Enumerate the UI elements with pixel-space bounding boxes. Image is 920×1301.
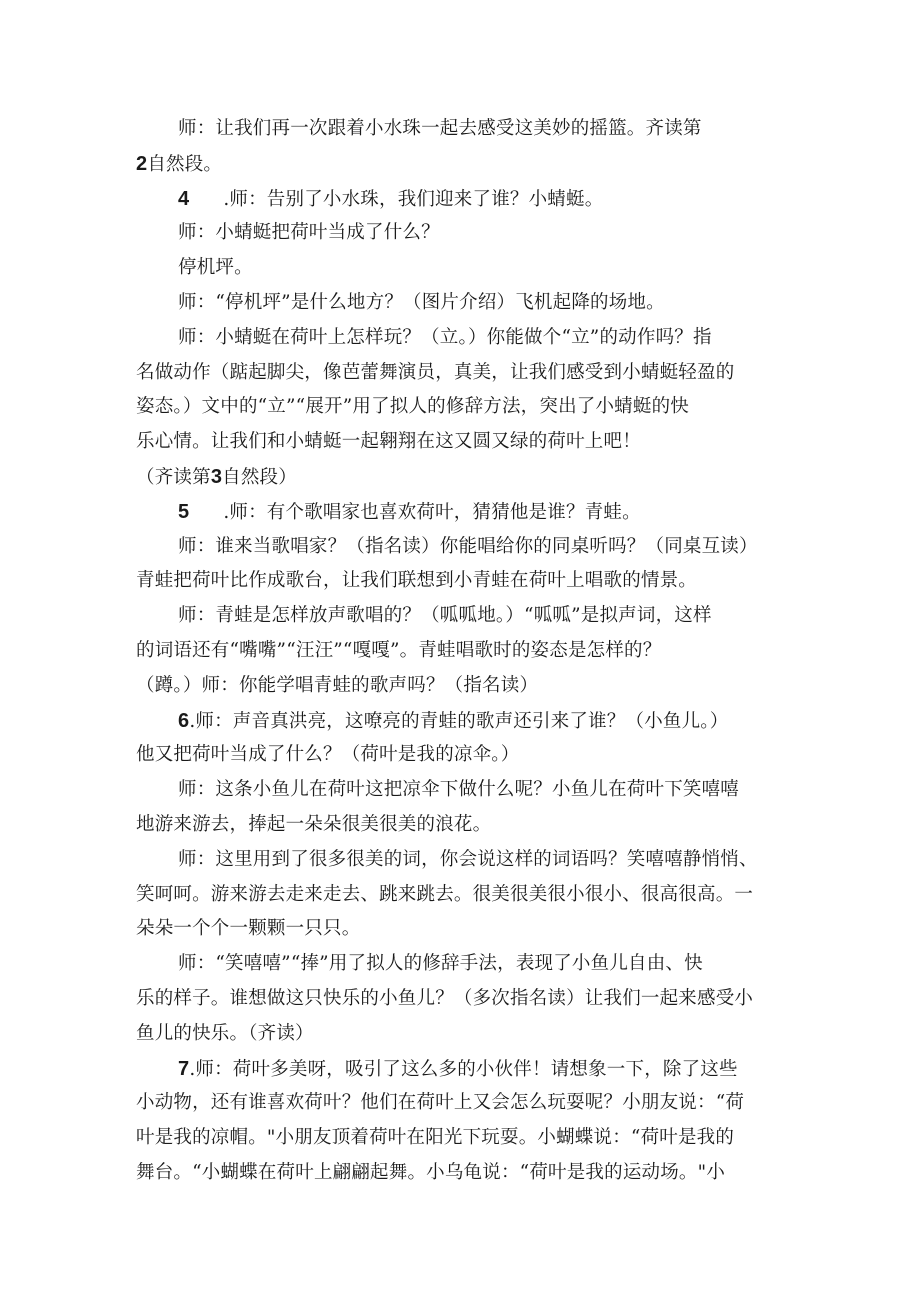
text-line bbox=[136, 390, 796, 425]
line-text: 师：谁来当歌唱家？（指名读）你能唱给你的同桌听吗？（同桌互读） bbox=[178, 535, 758, 557]
text-line bbox=[136, 878, 796, 913]
line-text: .师：荷叶多美呀，吸引了这么多的小伙伴！请想象一下，除了这些 bbox=[189, 1058, 738, 1080]
line-text: 地游来游去，捧起一朵朵很美很美的浪花。 bbox=[136, 813, 492, 835]
text-line bbox=[136, 704, 796, 739]
text-line bbox=[136, 1017, 796, 1052]
item-number: 5 bbox=[178, 500, 190, 523]
item-number: 2 bbox=[136, 152, 148, 175]
item-number: 3 bbox=[210, 465, 223, 488]
line-text: 他又把荷叶当成了什么？（荷叶是我的凉伞。） bbox=[136, 744, 520, 766]
line-text: 小动物，还有谁喜欢荷叶？他们在荷叶上又会怎么玩耍呢？小朋友说：“荷 bbox=[136, 1092, 745, 1114]
text-line bbox=[136, 321, 796, 356]
text-line bbox=[136, 982, 796, 1017]
text-line bbox=[136, 669, 796, 704]
text-line bbox=[136, 251, 796, 286]
item-number: 7 bbox=[178, 1057, 190, 1080]
line-text: .师：有个歌唱家也喜欢荷叶，猜猜他是谁？青蛙。 bbox=[223, 501, 641, 523]
text-line bbox=[136, 216, 796, 251]
line-text: 名做动作（踮起脚尖，像芭蕾舞演员，真美，让我们感受到小蜻蜓轻盈的 bbox=[136, 361, 735, 383]
line-text: 师：这条小鱼儿在荷叶这把凉伞下做什么呢？小鱼儿在荷叶下笑嘻嘻 bbox=[178, 779, 740, 801]
text-line bbox=[136, 495, 796, 530]
line-text: 姿态。）文中的“立”“展开”用了拟人的修辞方法，突出了小蜻蜓的快 bbox=[136, 396, 689, 418]
text-line bbox=[136, 564, 796, 599]
line-text: （蹲。）师：你能学唱青蛙的歌声吗？（指名读） bbox=[136, 674, 539, 696]
line-text: 师：“停机坪”是什么地方？（图片介绍）飞机起降的场地。 bbox=[178, 291, 665, 313]
text-line bbox=[136, 182, 796, 217]
line-text: 朵朵一个个一颗颗一只只。 bbox=[136, 918, 361, 940]
line-prefix: （齐读第 bbox=[136, 466, 211, 488]
text-line bbox=[136, 912, 796, 947]
text-line bbox=[136, 947, 796, 982]
text-line bbox=[136, 738, 796, 773]
text-line bbox=[136, 425, 796, 460]
line-text: 师：让我们再一次跟着小水珠一起去感受这美妙的摇篮。齐读第 bbox=[178, 118, 702, 139]
text-line bbox=[136, 112, 796, 147]
item-number: 6 bbox=[178, 709, 190, 732]
item-number: 4 bbox=[178, 187, 190, 210]
text-line bbox=[136, 634, 796, 669]
text-line bbox=[136, 843, 796, 878]
line-text: 师：青蛙是怎样放声歌唱的？（呱呱地。）“呱呱”是拟声词，这样 bbox=[178, 605, 712, 627]
text-line bbox=[136, 1052, 796, 1087]
text-line bbox=[136, 599, 796, 634]
line-text: 自然段。 bbox=[147, 153, 223, 175]
text-line bbox=[136, 808, 796, 843]
body-text bbox=[136, 112, 796, 1191]
line-text: 的词语还有“嘴嘴”“汪汪”“嘎嘎”。青蛙唱歌时的姿态是怎样的？ bbox=[136, 639, 662, 661]
text-line bbox=[136, 1121, 796, 1156]
line-text: 师：小蜻蜓在荷叶上怎样玩？（立。）你能做个“立”的动作吗？指 bbox=[178, 326, 712, 348]
text-line bbox=[136, 1156, 796, 1191]
line-text: 自然段） bbox=[222, 466, 297, 488]
line-text: .师：告别了小水珠，我们迎来了谁？小蜻蜓。 bbox=[223, 188, 604, 210]
line-text: 乐的样子。谁想做这只快乐的小鱼儿？（多次指名读）让我们一起来感受小 bbox=[136, 987, 754, 1009]
text-line bbox=[136, 147, 796, 182]
line-text: .师：声音真洪亮，这嘹亮的青蛙的歌声还引来了谁？（小鱼儿。） bbox=[189, 710, 729, 732]
text-line bbox=[136, 460, 796, 495]
text-line bbox=[136, 286, 796, 321]
text-line bbox=[136, 530, 796, 565]
line-text: 师：小蜻蜓把荷叶当成了什么？ bbox=[178, 222, 440, 244]
line-text: 叶是我的凉帽。"小朋友顶着荷叶在阳光下玩耍。小蝴蝶说：“荷叶是我的 bbox=[136, 1127, 735, 1149]
line-text: 鱼儿的快乐。（齐读） bbox=[136, 1022, 314, 1044]
line-text: 师：“笑嘻嘻”“捧”用了拟人的修辞手法，表现了小鱼儿自由、快 bbox=[178, 953, 703, 975]
line-text: 笑呵呵。游来游去走来走去、跳来跳去。很美很美很小很小、很高很高。一 bbox=[136, 883, 754, 905]
line-text: 师：这里用到了很多很美的词，你会说这样的词语吗？笑嘻嘻静悄悄、 bbox=[178, 848, 758, 870]
text-line bbox=[136, 1086, 796, 1121]
text-line bbox=[136, 773, 796, 808]
line-text: 青蛙把荷叶比作成歌台，让我们联想到小青蛙在荷叶上唱歌的情景。 bbox=[136, 570, 698, 592]
line-text: 舞台。“小蝴蝶在荷叶上翩翩起舞。小乌龟说：“荷叶是我的运动场。"小 bbox=[136, 1161, 726, 1183]
line-text: 停机坪。 bbox=[178, 257, 253, 279]
line-text: 乐心情。让我们和小蜻蜓一起翱翔在这又圆又绿的荷叶上吧！ bbox=[136, 431, 641, 453]
text-line bbox=[136, 356, 796, 391]
